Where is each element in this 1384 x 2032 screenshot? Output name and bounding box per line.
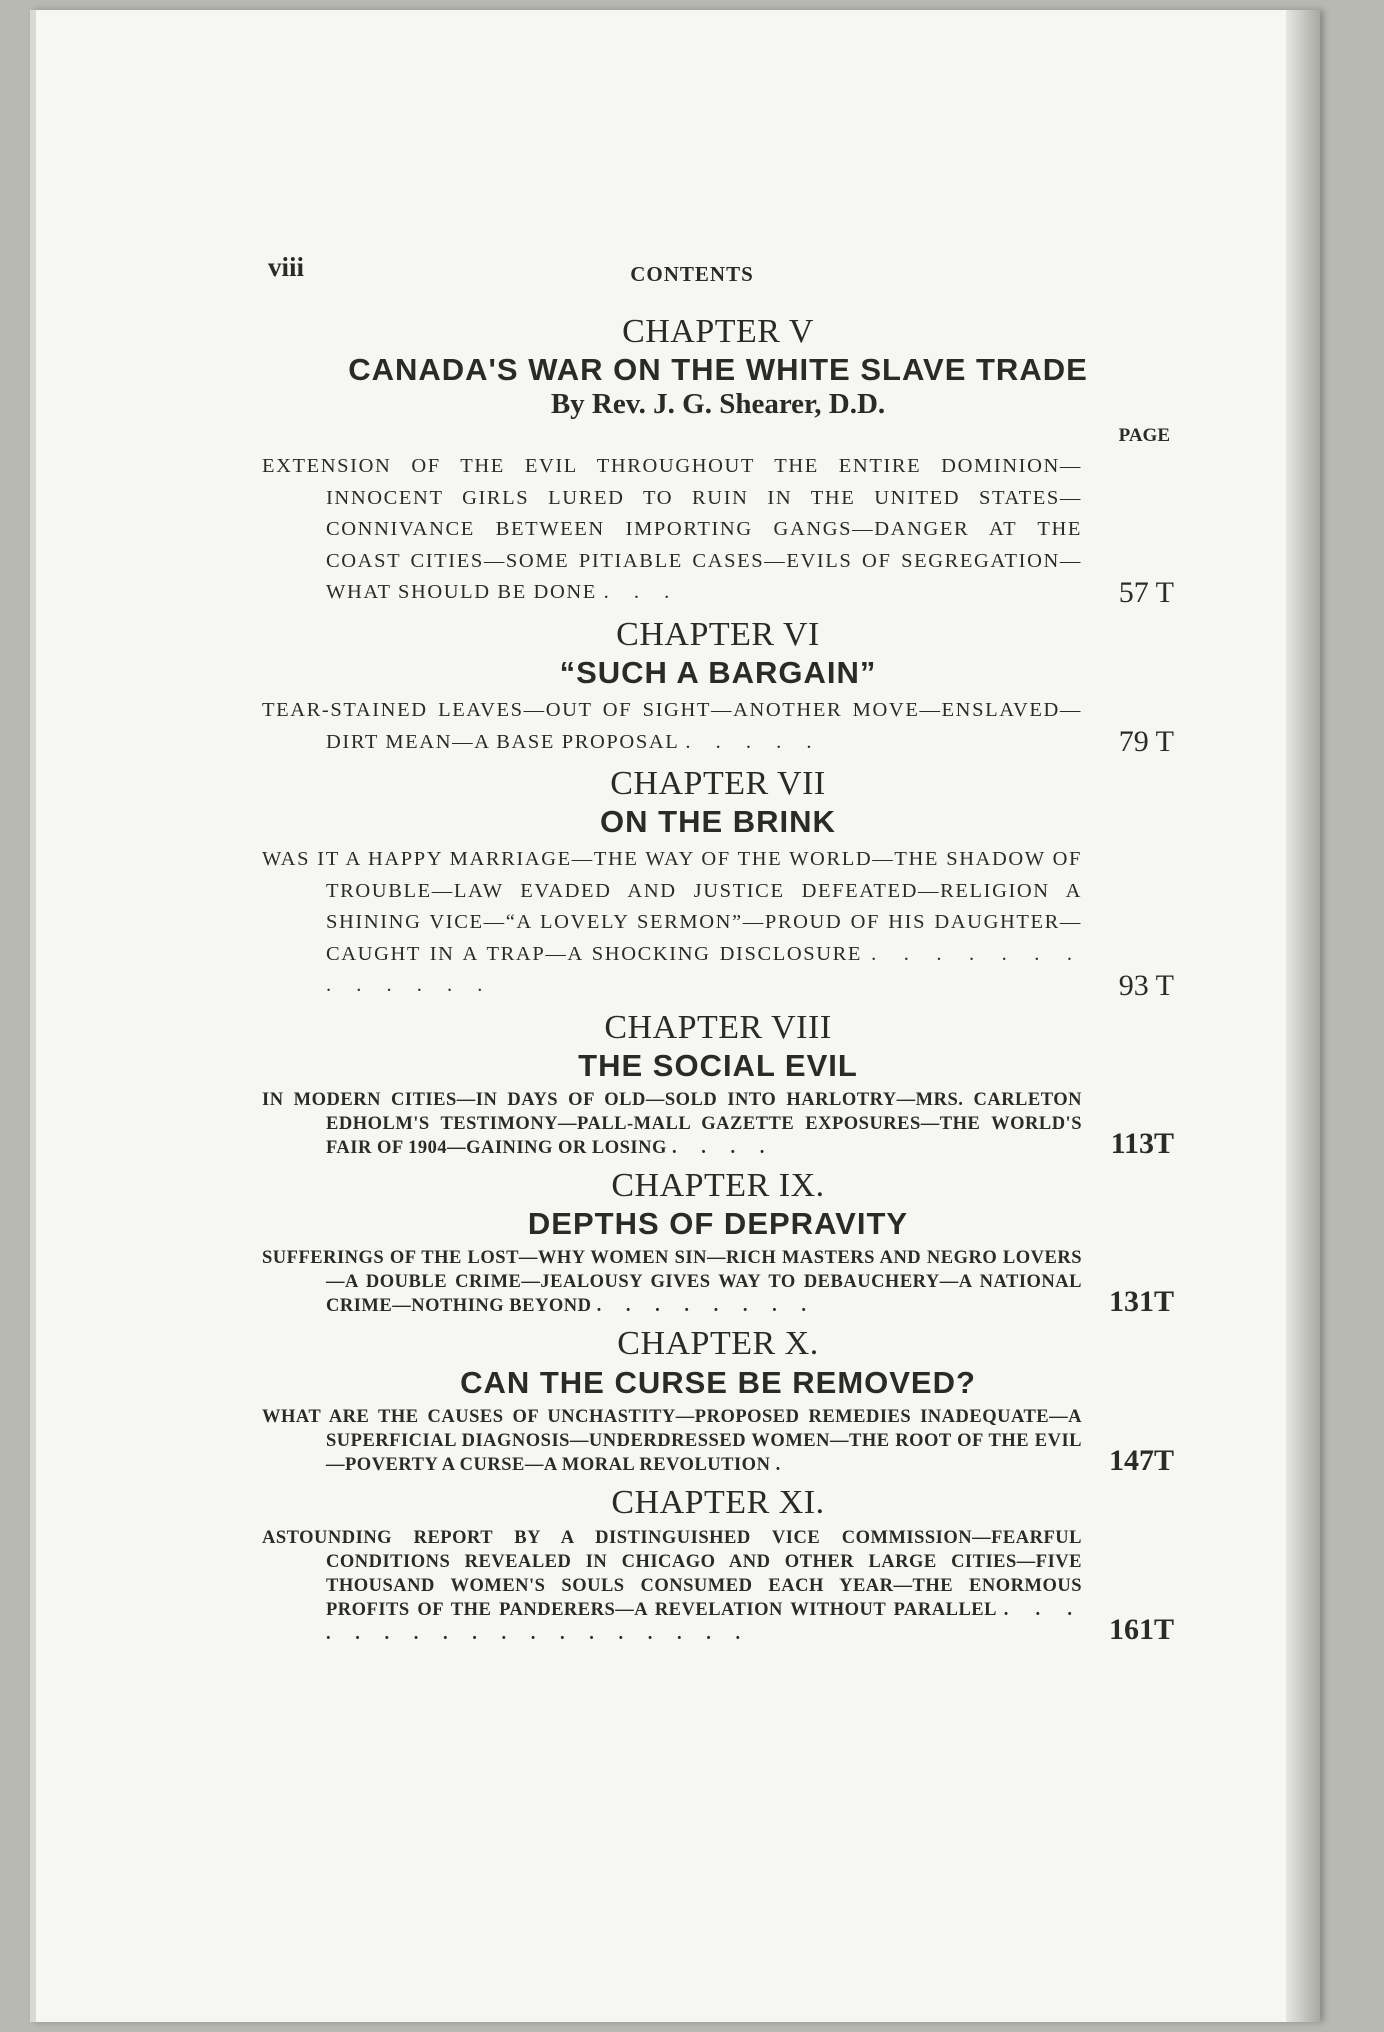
dot-leader: . . . . <box>671 1138 775 1159</box>
chapter-summary: EXTENSION OF THE EVIL THROUGHOUT THE ENTIRE DOMINION—INNOCENT GIRLS LURED TO RUIN IN THE UNITED STATES—CONNIVANCE BETWEEN IMPORTING GANGS—DANGER AT THE COAST CITIES—SOME PITIABLE CASES—EVILS OF SEGREGATION—WHAT SHOULD BE DONE <box>262 455 1082 604</box>
page-number: 79 T <box>1118 725 1174 759</box>
chapter-title: ON THE BRINK <box>600 804 836 840</box>
chapter-label: CHAPTER V <box>622 313 814 350</box>
chapter-summary: ASTOUNDING REPORT BY A DISTINGUISHED VICE COMMISSION—FEARFUL CONDITIONS REVEALED IN CHICAGO AND OTHER LARGE CITIES—FIVE THOUSAND WOMEN'S SOULS CONSUMED EACH YEAR—THE ENORMOUS PROFITS OF THE PANDERERS—A REVELATION WITHOUT PARALLEL <box>262 1527 1082 1620</box>
chapter-entry-8 <box>262 1008 1174 1160</box>
page-column-label: PAGE <box>1118 425 1170 447</box>
page-number: 57 T <box>1118 575 1174 609</box>
page-number: 131T <box>1108 1285 1174 1319</box>
chapter-entry-11 <box>262 1483 1174 1646</box>
chapter-title: CAN THE CURSE BE REMOVED? <box>460 1364 976 1400</box>
chapter-entry-9 <box>262 1166 1174 1318</box>
chapter-title: THE SOCIAL EVIL <box>578 1047 858 1083</box>
chapter-title: DEPTHS OF DEPRAVITY <box>527 1206 909 1242</box>
chapter-summary-row <box>262 1246 1174 1318</box>
page-edge <box>1286 10 1320 2022</box>
dot-leader: . . . . . . . . . . . . . . . . . . <box>326 1599 1082 1644</box>
running-head: CONTENTS <box>630 262 754 286</box>
dot-leader: . . . <box>603 581 680 604</box>
chapter-summary: IN MODERN CITIES—IN DAYS OF OLD—SOLD INTO HARLOTRY—MRS. CARLETON EDHOLM'S TESTIMONY—PALL-MALL GAZETTE EXPOSURES—THE WORLD'S FAIR OF 1904—GAINING OR LOSING <box>262 1090 1082 1159</box>
chapter-entry-7 <box>262 764 1174 1002</box>
chapter-summary: TEAR-STAINED LEAVES—OUT OF SIGHT—ANOTHER MOVE—ENSLAVED—DIRT MEAN—A BASE PROPOSAL <box>262 699 1082 753</box>
dot-leader: . . . . . . . . . . . . . <box>326 942 1083 997</box>
chapter-title: “SUCH A BARGAIN” <box>559 654 877 690</box>
chapter-label: CHAPTER IX. <box>611 1167 825 1205</box>
chapter-label: CHAPTER VI <box>616 615 820 653</box>
chapter-author: By Rev. J. G. Shearer, D.D. <box>550 388 886 421</box>
dot-leader: . <box>775 1454 791 1475</box>
page-number: 113T <box>1110 1127 1174 1161</box>
chapter-summary: WHAT ARE THE CAUSES OF UNCHASTITY—PROPOSED REMEDIES INADEQUATE—A SUPERFICIAL DIAGNOSIS—UNDERDRESSED WOMEN—THE ROOT OF THE EVIL—POVERTY A CURSE—A MORAL REVOLUTION <box>262 1406 1082 1475</box>
page-number: 93 T <box>1118 968 1174 1002</box>
chapter-summary: WAS IT A HAPPY MARRIAGE—THE WAY OF THE WORLD—THE SHADOW OF TROUBLE—LAW EVADED AND JUSTICE DEFEATED—RELIGION A SHINING VICE—“A LOVELY SERMON”—PROUD OF HIS DAUGHTER—CAUGHT IN A TRAP—A SHOCKING DISCLOSURE <box>262 848 1082 965</box>
chapter-title: CANADA'S WAR ON THE WHITE SLAVE TRADE <box>348 352 1088 388</box>
chapter-entry-5 <box>262 312 1174 609</box>
dot-leader: . . . . . <box>685 730 822 753</box>
chapter-label: CHAPTER VIII <box>604 1008 832 1046</box>
chapter-label: CHAPTER VII <box>610 765 826 803</box>
chapter-label: CHAPTER XI. <box>611 1483 825 1521</box>
chapter-summary-row <box>262 451 1174 609</box>
chapter-entry-10 <box>262 1324 1174 1476</box>
dot-leader: . . . . . . . . <box>596 1296 816 1317</box>
chapter-summary: SUFFERINGS OF THE LOST—WHY WOMEN SIN—RICH MASTERS AND NEGRO LOVERS—A DOUBLE CRIME—JEALOUSY GIVES WAY TO DEBAUCHERY—A NATIONAL CRIME—NOTHING BEYOND <box>262 1248 1082 1317</box>
chapter-summary-row <box>262 1526 1174 1646</box>
folio-number: viii <box>268 252 305 282</box>
chapter-summary-row <box>262 844 1174 1002</box>
chapter-label: CHAPTER X. <box>617 1325 819 1363</box>
chapter-summary-row <box>262 695 1174 758</box>
page-number: 161T <box>1108 1612 1174 1646</box>
chapter-summary-row <box>262 1405 1174 1477</box>
gutter-edge <box>30 10 36 2022</box>
contents-list <box>262 312 1174 1652</box>
page-number: 147T <box>1108 1443 1174 1477</box>
chapter-summary-row <box>262 1088 1174 1160</box>
chapter-entry-6 <box>262 615 1174 758</box>
